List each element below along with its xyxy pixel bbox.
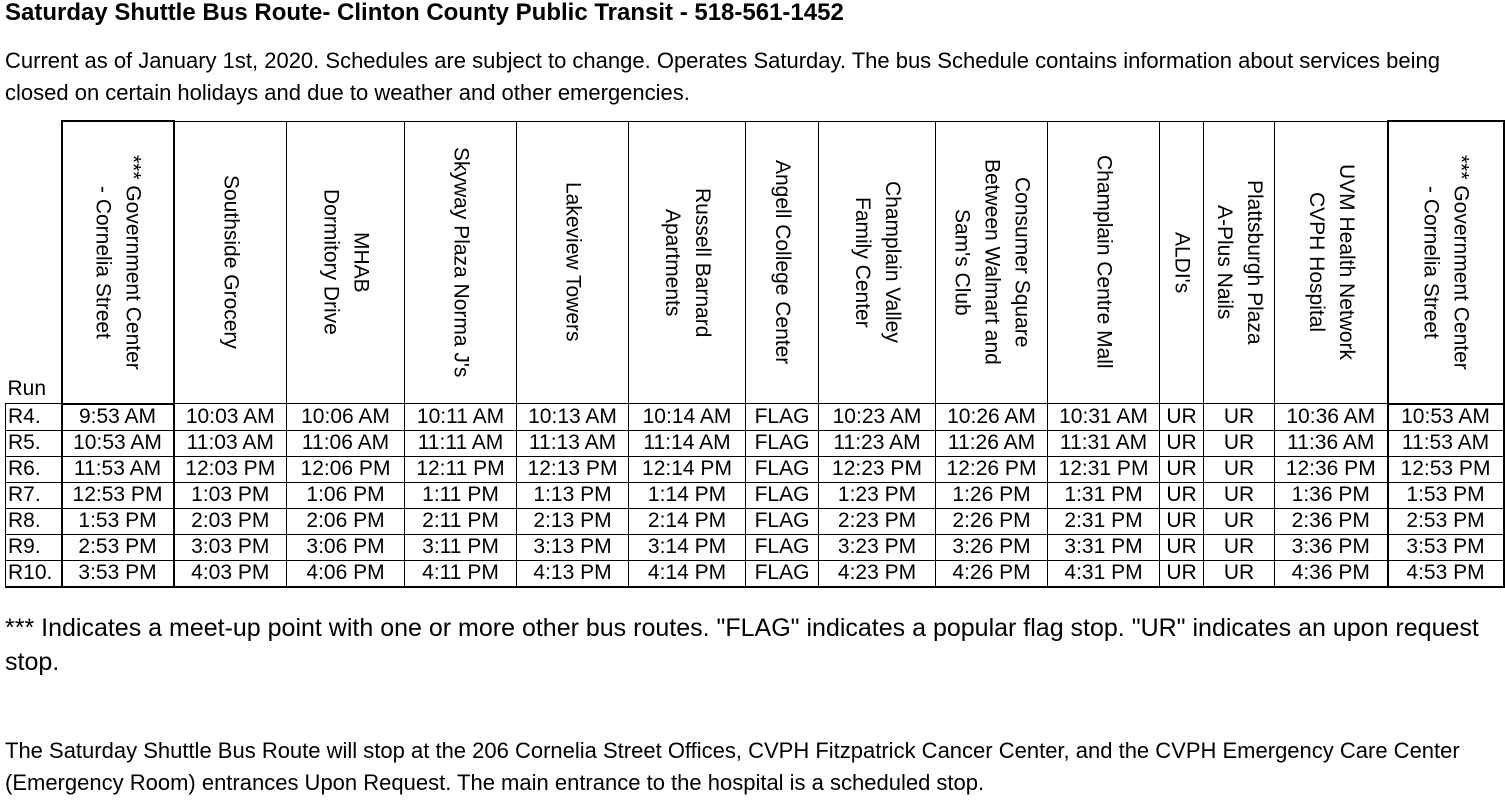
time-cell: 11:06 AM — [287, 430, 405, 456]
time-cell: 12:23 PM — [819, 456, 936, 482]
time-cell: 10:03 AM — [174, 404, 287, 431]
time-cell: 4:13 PM — [517, 560, 629, 587]
stop-name: Skyway Plaza Norma J's — [449, 147, 473, 378]
time-cell: 3:13 PM — [517, 534, 629, 560]
intro-text: Current as of January 1st, 2020. Schedules are subject to change. Operates Saturday. The bus Schedule contains information about services being closed on certain holidays and due to weather and other emergencies. — [5, 48, 1440, 105]
time-cell: 10:14 AM — [629, 404, 746, 431]
time-cell: UR — [1160, 534, 1204, 560]
time-cell: 4:06 PM — [287, 560, 405, 587]
stop-name: Southside Grocery — [219, 175, 243, 350]
time-cell: UR — [1204, 560, 1275, 587]
time-cell: 3:53 PM — [1388, 534, 1504, 560]
stop-name: Russell Barnard Apartments — [661, 187, 714, 337]
stop-name: *** Government Center - Cornelia Street — [1419, 154, 1473, 370]
time-cell: 1:36 PM — [1275, 482, 1388, 508]
time-cell: 11:26 AM — [936, 430, 1048, 456]
stop-name: Lakeview Towers — [561, 182, 585, 343]
time-cell: 2:26 PM — [936, 508, 1048, 534]
table-row — [6, 404, 1504, 431]
time-cell: 11:14 AM — [629, 430, 746, 456]
stop-name: *** Government Center - Cornelia Street — [91, 154, 145, 370]
stop-name: Champlain Centre Mall — [1092, 155, 1116, 370]
time-cell: 11:13 AM — [517, 430, 629, 456]
time-cell: 2:53 PM — [1388, 508, 1504, 534]
stop-header — [819, 121, 936, 404]
table-row — [6, 482, 1504, 508]
time-cell: FLAG — [746, 534, 819, 560]
time-cell: 10:36 AM — [1275, 404, 1388, 431]
run-label: R8. — [6, 508, 62, 534]
time-cell: 3:53 PM — [62, 560, 174, 587]
time-cell: 12:53 PM — [1388, 456, 1504, 482]
time-cell: 12:06 PM — [287, 456, 405, 482]
time-cell: 1:26 PM — [936, 482, 1048, 508]
stop-name: Champlain Valley Family Center — [851, 181, 904, 344]
time-cell: UR — [1160, 482, 1204, 508]
time-cell: 2:31 PM — [1048, 508, 1160, 534]
time-cell: 10:26 AM — [936, 404, 1048, 431]
time-cell: 2:03 PM — [174, 508, 287, 534]
time-cell: 10:23 AM — [819, 404, 936, 431]
time-cell: 1:11 PM — [405, 482, 517, 508]
stop-name: Plattsburgh Plaza A-Plus Nails — [1213, 179, 1266, 345]
run-label: R4. — [6, 404, 62, 431]
stop-header — [62, 121, 174, 404]
time-cell: 1:23 PM — [819, 482, 936, 508]
table-row — [6, 430, 1504, 456]
time-cell: 11:03 AM — [174, 430, 287, 456]
time-cell: UR — [1160, 430, 1204, 456]
time-cell: 2:11 PM — [405, 508, 517, 534]
time-cell: 4:14 PM — [629, 560, 746, 587]
time-cell: 12:36 PM — [1275, 456, 1388, 482]
time-cell: 2:13 PM — [517, 508, 629, 534]
time-cell: 3:26 PM — [936, 534, 1048, 560]
time-cell: FLAG — [746, 482, 819, 508]
time-cell: 10:53 AM — [62, 430, 174, 456]
time-cell: 12:03 PM — [174, 456, 287, 482]
time-cell: FLAG — [746, 456, 819, 482]
stop-header — [517, 121, 629, 404]
time-cell: UR — [1204, 404, 1275, 431]
time-cell: FLAG — [746, 430, 819, 456]
time-cell: 10:13 AM — [517, 404, 629, 431]
stop-header — [287, 121, 405, 404]
time-cell: UR — [1204, 456, 1275, 482]
time-cell: UR — [1160, 404, 1204, 431]
time-cell: 10:53 AM — [1388, 404, 1504, 431]
time-cell: 11:23 AM — [819, 430, 936, 456]
time-cell: 2:14 PM — [629, 508, 746, 534]
time-cell: 11:53 AM — [62, 456, 174, 482]
time-cell: 4:26 PM — [936, 560, 1048, 587]
time-cell: 4:03 PM — [174, 560, 287, 587]
time-cell: 1:13 PM — [517, 482, 629, 508]
time-cell: 10:06 AM — [287, 404, 405, 431]
stop-header — [405, 121, 517, 404]
run-label: R10. — [6, 560, 62, 587]
time-cell: UR — [1204, 534, 1275, 560]
time-cell: 12:53 PM — [62, 482, 174, 508]
legend-note: *** Indicates a meet-up point with one or more other bus routes. "FLAG" indicates a popular flag stop. "UR" indicates an upon request stop. — [5, 614, 1479, 676]
time-cell: 3:31 PM — [1048, 534, 1160, 560]
stop-header — [1160, 121, 1204, 404]
time-cell: 4:53 PM — [1388, 560, 1504, 587]
time-cell: UR — [1160, 560, 1204, 587]
run-column-header: Run — [7, 377, 47, 400]
stop-name: UVM Health Network CVPH Hospital — [1304, 164, 1358, 361]
stop-header — [746, 121, 819, 404]
time-cell: 4:11 PM — [405, 560, 517, 587]
time-cell: 1:06 PM — [287, 482, 405, 508]
time-cell: 1:53 PM — [1388, 482, 1504, 508]
stops-info-note: The Saturday Shuttle Bus Route will stop at the 206 Cornelia Street Offices, CVPH Fitzpatrick Cancer Center, and the CVPH Emergency Care Center (Emergency Room) entrances Upon Request. The main entrance to the hospital is a scheduled stop. — [5, 738, 1460, 795]
time-cell: 1:14 PM — [629, 482, 746, 508]
time-cell: FLAG — [746, 560, 819, 587]
stop-header — [1048, 121, 1160, 404]
time-cell: UR — [1204, 508, 1275, 534]
time-cell: UR — [1160, 508, 1204, 534]
time-cell: 11:36 AM — [1275, 430, 1388, 456]
stop-header — [1275, 121, 1388, 404]
time-cell: 12:13 PM — [517, 456, 629, 482]
time-cell: 10:31 AM — [1048, 404, 1160, 431]
time-cell: 4:31 PM — [1048, 560, 1160, 587]
time-cell: 12:31 PM — [1048, 456, 1160, 482]
time-cell: 9:53 AM — [62, 404, 174, 431]
time-cell: 2:36 PM — [1275, 508, 1388, 534]
time-cell: 2:53 PM — [62, 534, 174, 560]
stop-header-row — [6, 121, 1504, 404]
stop-header — [936, 121, 1048, 404]
run-label: R7. — [6, 482, 62, 508]
table-row — [6, 560, 1504, 587]
stop-name: MHAB Dormitory Drive — [319, 189, 373, 336]
time-cell: 3:03 PM — [174, 534, 287, 560]
time-cell: 11:11 AM — [405, 430, 517, 456]
time-cell: UR — [1204, 482, 1275, 508]
stop-name: ALDI's — [1170, 231, 1194, 293]
stop-name: Angell College Center — [771, 160, 794, 365]
time-cell: 10:11 AM — [405, 404, 517, 431]
table-row — [6, 456, 1504, 482]
time-cell: 4:36 PM — [1275, 560, 1388, 587]
time-cell: UR — [1160, 456, 1204, 482]
time-cell: 3:14 PM — [629, 534, 746, 560]
time-cell: 2:23 PM — [819, 508, 936, 534]
time-cell: 1:53 PM — [62, 508, 174, 534]
time-cell: 3:06 PM — [287, 534, 405, 560]
time-cell: FLAG — [746, 404, 819, 431]
time-cell: 3:11 PM — [405, 534, 517, 560]
time-cell: 4:23 PM — [819, 560, 936, 587]
run-label: R5. — [6, 430, 62, 456]
stop-header — [629, 121, 746, 404]
time-cell: 2:06 PM — [287, 508, 405, 534]
page-title: Saturday Shuttle Bus Route- Clinton County Public Transit - 518-561-1452 — [5, 0, 844, 26]
stop-header — [174, 121, 287, 404]
schedule-table — [5, 120, 1505, 588]
time-cell: 11:31 AM — [1048, 430, 1160, 456]
time-cell: 1:31 PM — [1048, 482, 1160, 508]
time-cell: 12:14 PM — [629, 456, 746, 482]
time-cell: FLAG — [746, 508, 819, 534]
time-cell: 3:23 PM — [819, 534, 936, 560]
time-cell: 3:36 PM — [1275, 534, 1388, 560]
time-cell: 12:11 PM — [405, 456, 517, 482]
table-row — [6, 508, 1504, 534]
time-cell: 1:03 PM — [174, 482, 287, 508]
time-cell: UR — [1204, 430, 1275, 456]
run-label: R9. — [6, 534, 62, 560]
schedule-body — [6, 404, 1504, 587]
stop-header — [1204, 121, 1275, 404]
run-label: R6. — [6, 456, 62, 482]
time-cell: 11:53 AM — [1388, 430, 1504, 456]
table-row — [6, 534, 1504, 560]
stop-name: Consumer Square Between Walmart and Sam's Club — [950, 159, 1034, 366]
stop-header — [1388, 121, 1504, 404]
time-cell: 12:26 PM — [936, 456, 1048, 482]
